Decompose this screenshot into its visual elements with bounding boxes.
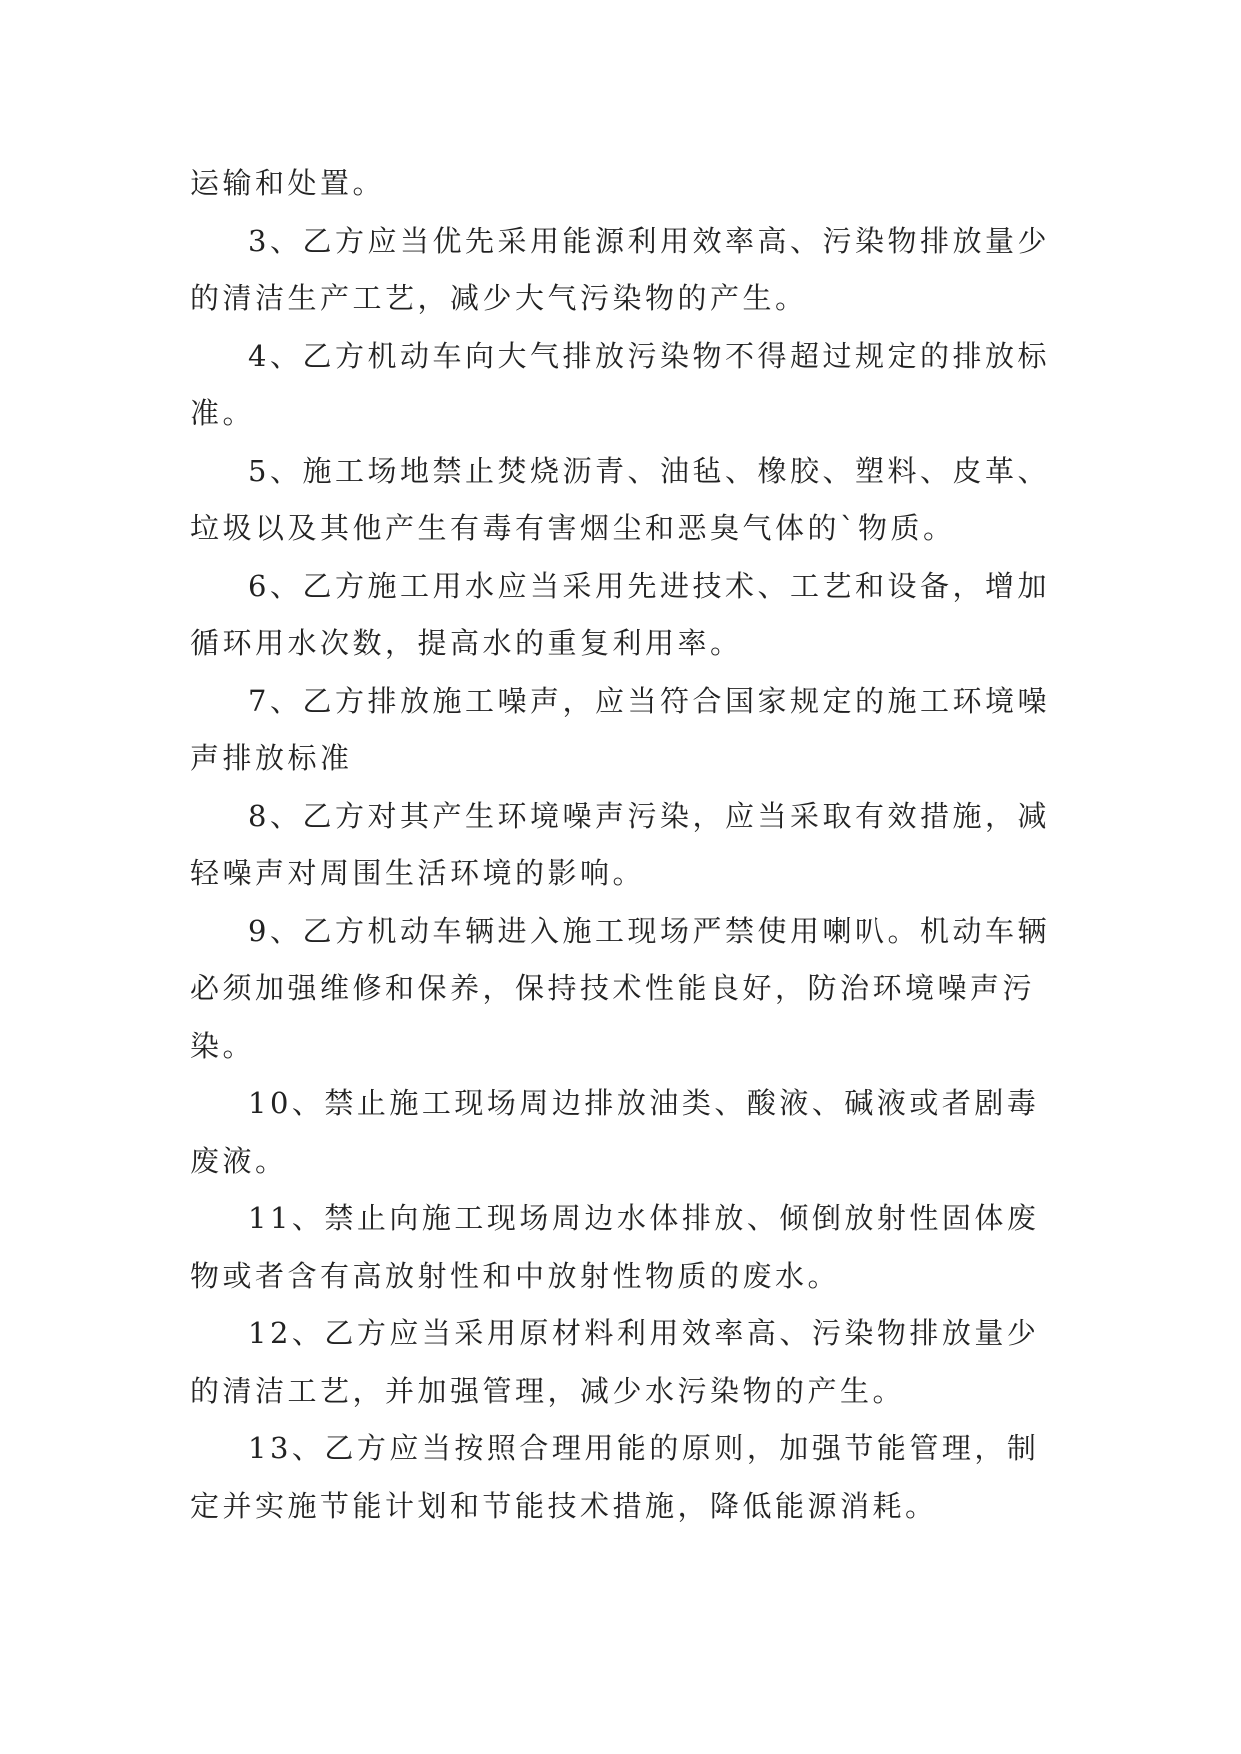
paragraph-item-11: 11、禁止向施工现场周边水体排放、倾倒放射性固体废物或者含有高放射性和中放射性物质的废水。	[190, 1201, 1040, 1293]
paragraph-continuation: 运输和处置。	[190, 166, 386, 200]
paragraph-item-5: 5、施工场地禁止焚烧沥青、油毡、橡胶、塑料、皮革、垃圾以及其他产生有毒有害烟尘和恶臭气体的`物质。	[190, 453, 1050, 545]
paragraph-item-9: 9、乙方机动车辆进入施工现场严禁使用喇叭。机动车辆必须加强维修和保养，保持技术性能良好，防治环境噪声污染。	[190, 913, 1050, 1063]
document-body	[190, 155, 1070, 1535]
paragraph-item-3: 3、乙方应当优先采用能源利用效率高、污染物排放量少的清洁生产工艺，减少大气污染物的产生。	[190, 223, 1050, 315]
paragraph-item-12: 12、乙方应当采用原材料利用效率高、污染物排放量少的清洁工艺，并加强管理，减少水污染物的产生。	[190, 1316, 1040, 1408]
paragraph-item-8: 8、乙方对其产生环境噪声污染，应当采取有效措施，减轻噪声对周围生活环境的影响。	[190, 798, 1050, 890]
paragraph-item-7: 7、乙方排放施工噪声，应当符合国家规定的施工环境噪声排放标准	[190, 683, 1050, 775]
paragraph-item-10: 10、禁止施工现场周边排放油类、酸液、碱液或者剧毒废液。	[190, 1086, 1040, 1178]
paragraph-item-6: 6、乙方施工用水应当采用先进技术、工艺和设备，增加循环用水次数，提高水的重复利用率。	[190, 568, 1050, 660]
paragraph-item-4: 4、乙方机动车向大气排放污染物不得超过规定的排放标准。	[190, 338, 1050, 430]
paragraph-item-13: 13、乙方应当按照合理用能的原则，加强节能管理，制定并实施节能计划和节能技术措施，降低能源消耗。	[190, 1431, 1040, 1523]
